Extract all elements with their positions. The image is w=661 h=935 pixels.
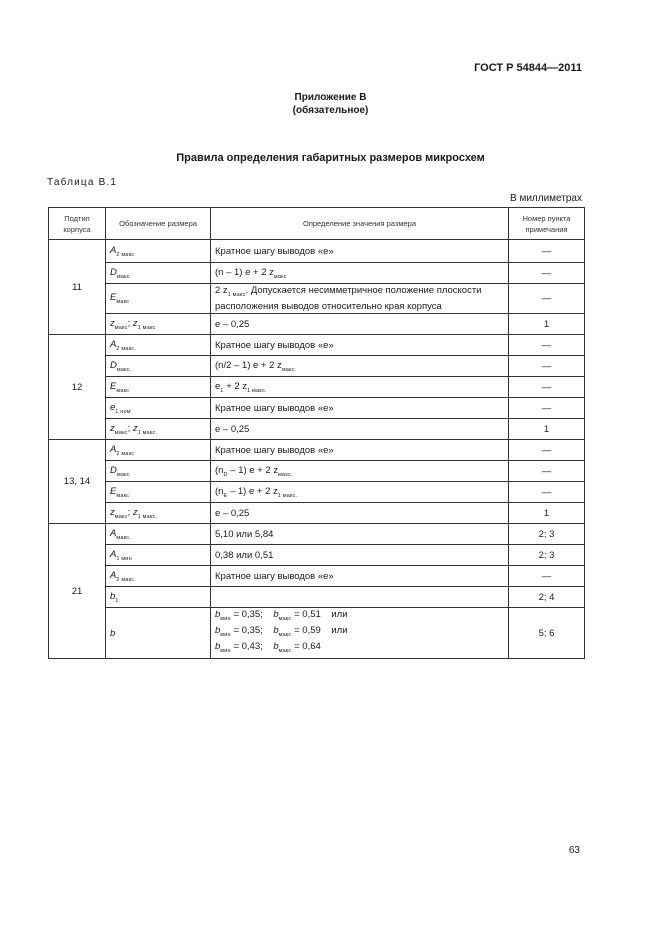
table-header-row [49,208,585,240]
note-cell: — [509,240,585,263]
note-cell: — [509,284,585,314]
table-row [49,377,585,398]
col-header-subtype: Подтип корпуса [49,208,106,240]
note-cell: — [509,440,585,461]
symbol-cell: $z_{макс}$; $z_{1 макс}$ [106,314,211,335]
definition-cell: $e_1 + 2$ $z_{1 макс.}$ [211,377,509,398]
symbol-cell: $E_{макс}$ [106,284,211,314]
definition-cell: $(n_E - 1) e + 2$ $z_{1 макс.}$ [211,482,509,503]
note-cell: — [509,335,585,356]
table-row [49,461,585,482]
note-cell: 1 [509,503,585,524]
col-header-symbol: Обозначение размера [106,208,211,240]
table-row [49,503,585,524]
note-cell: 2; 3 [509,524,585,545]
definition-cell: 2 $z_{1 макс}$. Допускается несимметричное положение плоскости расположения выводов относительно края корпуса [211,284,509,314]
table-row [49,284,585,314]
dimensions-table [48,207,585,659]
annex-title: Приложение В [294,92,367,103]
symbol-cell: $D_{макс}$ [106,461,211,482]
note-cell: — [509,566,585,587]
symbol-cell: $b_1$ [106,587,211,608]
table-row [49,545,585,566]
table-caption: Таблица В.1 [47,177,118,188]
table-row [49,608,585,659]
table-row [49,566,585,587]
definition-cell: e – 0,25 [211,314,509,335]
definition-cell: 5,10 или 5,84 [211,524,509,545]
page-number: 63 [568,845,580,856]
symbol-cell: $A_{2 макс}$ [106,240,211,263]
subtype-cell: 13, 14 [49,440,106,524]
units-note: В миллиметрах [510,193,582,204]
subtype-cell: 12 [49,335,106,440]
symbol-cell: $A_{2 макс.}$ [106,335,211,356]
b-line: $b_{мин} = 0,35$; $b_{макс} = 0,59$ или [215,625,348,638]
symbol-cell: $A_{макс.}$ [106,524,211,545]
note-cell: 5; 6 [509,608,585,659]
symbol-cell: $E_{макс}$ [106,377,211,398]
definition-cell: Кратное шагу выводов «e» [211,440,509,461]
definition-cell: (n – 1) e + 2 $z_{макс}$ [211,263,509,284]
definition-cell: e – 0,25 [211,419,509,440]
symbol-cell: $E_{макс}$ [106,482,211,503]
table-row [49,398,585,419]
table-row [49,419,585,440]
definition-cell: Кратное шагу выводов «e» [211,398,509,419]
symbol-cell: $A_{1 мин}$ [106,545,211,566]
standard-code: ГОСТ Р 54844—2011 [474,62,582,74]
table-row [49,482,585,503]
table-row [49,240,585,263]
note-cell: — [509,263,585,284]
definition-cell: 0,38 или 0,51 [211,545,509,566]
definition-cell: e – 0,25 [211,503,509,524]
note-cell: — [509,356,585,377]
symbol-cell: $A_{2 макс.}$ [106,566,211,587]
subtype-cell: 11 [49,240,106,335]
table-row [49,587,585,608]
symbol-cell: $e_{1 ном}$ [106,398,211,419]
definition-cell: $(n_D - 1) e + 2$ $z_{макс.}$ [211,461,509,482]
table-row [49,314,585,335]
symbol-cell: $D_{макс.}$ [106,356,211,377]
symbol-cell: $A_{2 макс}$ [106,440,211,461]
note-cell: — [509,377,585,398]
b-line: $b_{мин} = 0,43$; $b_{макс} = 0,64$ [215,641,321,654]
annex-status: (обязательное) [292,105,369,116]
note-cell: 2; 4 [509,587,585,608]
definition-cell: Кратное шагу выводов «e» [211,240,509,263]
note-cell: — [509,482,585,503]
col-header-note: Номер пункта примечания [509,208,585,240]
definition-cell: (n/2 – 1) e + 2 $z_{макс.}$ [211,356,509,377]
symbol-cell: $z_{макс}$; $z_{1 макс.}$ [106,419,211,440]
table-row [49,440,585,461]
definition-cell: Кратное шагу выводов «e» [211,335,509,356]
table-row [49,263,585,284]
symbol-cell: b [106,608,211,659]
definition-cell [211,587,509,608]
definition-cell [211,608,509,659]
section-heading: Правила определения габаритных размеров микросхем [176,152,485,164]
note-cell: 1 [509,419,585,440]
symbol-cell: $D_{макс}$ [106,263,211,284]
definition-cell: Кратное шагу выводов «e» [211,566,509,587]
table-row [49,335,585,356]
table-row [49,524,585,545]
note-cell: — [509,461,585,482]
table-row [49,356,585,377]
symbol-cell: $z_{макс}$; $z_{1 макс.}$ [106,503,211,524]
b-line: $b_{мин} = 0,35$; $b_{макс} = 0,51$ или [215,609,348,622]
note-cell: — [509,398,585,419]
annex-header [0,91,661,117]
note-cell: 2; 3 [509,545,585,566]
col-header-definition: Определение значения размера [211,208,509,240]
note-cell: 1 [509,314,585,335]
subtype-cell: 21 [49,524,106,659]
